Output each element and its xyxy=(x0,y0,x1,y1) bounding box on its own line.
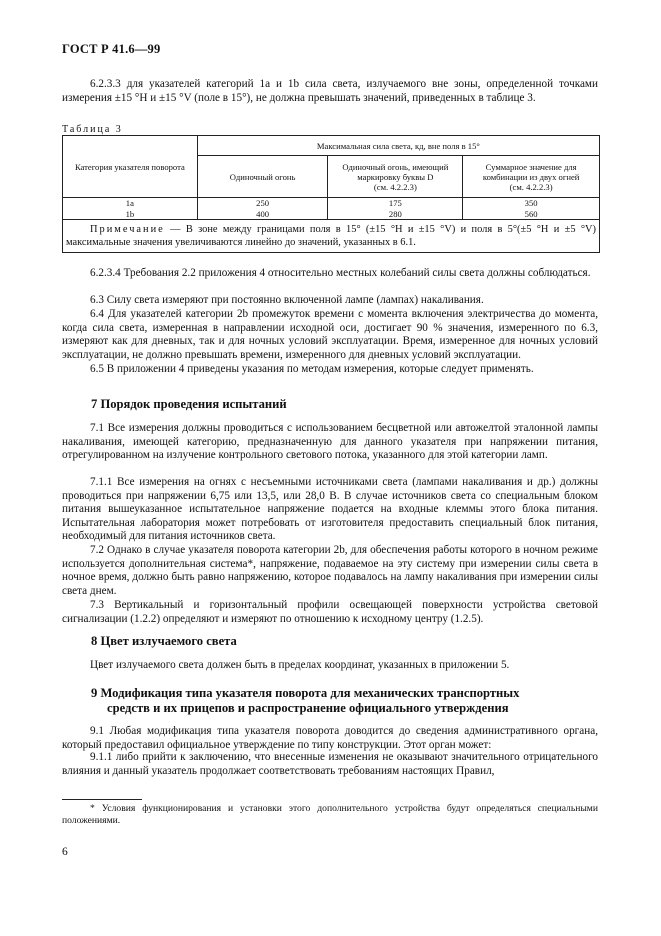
header-text: Суммарное значение для xyxy=(485,161,577,172)
table-caption: Таблица 3 xyxy=(62,124,123,135)
paragraph-6-2-3-3: 6.2.3.3 для указателей категорий 1а и 1b сила света, излучаемого вне зоны, определенной точками измерения ±15 °H и ±15 °V (поле в 15°), не должна превышать значений, приведенных в таблице 3. xyxy=(62,78,598,104)
paragraph-6-4: 6.4 Для указателей категории 2b промежуток времени с момента включения электричества до момента, когда сила света, измеренная в направлении исходной оси, достигает 90 % значения, измеренного по 6.3, измеряют как для дневных, так и для ночных условий эксплуатации. Время, измеренное для ночных условий эксплуатации, не должно превышать времени, измеренного для дневных условий эксплуатации. xyxy=(62,308,598,361)
note-text: — В зоне между границами поля в 15° (±15 °H и ±15 °V) и поля в 5°(±5 °H и ±5 °V) максимальные значения увеличиваются линейно до значений, указанных в 6.1. xyxy=(66,224,596,248)
header-text: маркировку буквы D xyxy=(357,171,434,182)
table-header-single: Одиночный огонь xyxy=(197,156,328,198)
note-label: Примечание xyxy=(90,224,165,235)
header-text: Одиночный огонь, имеющий xyxy=(342,161,449,172)
table-header-combined xyxy=(463,156,600,198)
paragraph-9-1: 9.1 Любая модификация типа указателя поворота доводится до сведения административного органа, который предоставил официальное утверждение по типу конструкции. Этот орган может: xyxy=(62,725,598,751)
table-cell: 350 xyxy=(463,198,600,209)
table-group-header: Максимальная сила света, кд, вне поля в 15° xyxy=(197,136,599,156)
footnote-divider xyxy=(62,799,142,800)
table-cell: 1a xyxy=(63,198,198,209)
table-3 xyxy=(62,135,600,253)
paragraph-7-3: 7.3 Вертикальный и горизонтальный профили освещающей поверхности устройства световой сигнализации (1.2.2) определяют и измеряют по отношению к исходному центру (1.2.5). xyxy=(62,599,598,625)
table-cell: 560 xyxy=(463,209,600,220)
paragraph-6-2-3-4: 6.2.3.4 Требования 2.2 приложения 4 относительно местных колебаний силы света должны соблюдаться. xyxy=(90,267,591,279)
table-row xyxy=(63,198,600,209)
table-cell: 400 xyxy=(197,209,328,220)
paragraph-7-2: 7.2 Однако в случае указателя поворота категории 2b, для обеспечения работы которого в ночном режиме используется дополнительная система*, напряжение, подаваемое на эту систему при измерении силы света в ночное время, должно быть равно напряжению, которое подавалось на лампу накаливания при измерении силы света днем. xyxy=(62,544,598,597)
section-9-heading xyxy=(91,686,519,716)
paragraph-6-5: 6.5 В приложении 4 приведены указания по методам измерения, которые следует применять. xyxy=(90,363,534,375)
header-text: (см. 4.2.2.3) xyxy=(373,181,417,192)
heading-line: средств и их прицепов и распространение официального утверждения xyxy=(107,701,509,715)
paragraph-8: Цвет излучаемого света должен быть в пределах координат, указанных в приложении 5. xyxy=(90,659,510,671)
footnote: * Условия функционирования и установки этого дополнительного устройства будут определяться специальными положениями. xyxy=(62,803,598,827)
page-number: 6 xyxy=(62,846,68,858)
paragraph-9-1-1: 9.1.1 либо прийти к заключению, что внесенные изменения не оказывают значительного отрицательного влияния и данный указатель продолжает соответствовать требованиям настоящих Правил, xyxy=(62,751,598,777)
section-8-heading: 8 Цвет излучаемого света xyxy=(91,634,237,648)
table-row xyxy=(63,209,600,220)
header-text: (см. 4.2.2.3) xyxy=(509,181,553,192)
table-cell: 280 xyxy=(328,209,463,220)
heading-line: 9 Модификация типа указателя поворота для механических транспортных xyxy=(91,686,520,700)
header-text: комбинации из двух огней xyxy=(482,171,580,182)
paragraph-7-1: 7.1 Все измерения должны проводиться с использованием бесцветной или автожелтой эталонной лампы накаливания, имеющей категорию, предназначенную для данного указателя при напряжении питания, отрегулированном на излучение контрольного светового потока, указанного для этой категории ламп. xyxy=(62,422,598,462)
paragraph-6-3: 6.3 Силу света измеряют при постоянно включенной лампе (лампах) накаливания. xyxy=(90,294,484,306)
table-note xyxy=(63,220,600,253)
paragraph-7-1-1: 7.1.1 Все измерения на огнях с несъемными источниками света (лампами накаливания и др.) должны проводиться при напряжении 6,75 или 13,5, или 28,0 В. В случае источников света со специальным блоком питания вышеуказанное испытательное напряжение подается на входные клеммы этого блока питания. Испытательная лаборатория может потребовать от изготовителя предоставить специальный блок питания, необходимый для питания источников света. xyxy=(62,476,598,543)
section-7-heading: 7 Порядок проведения испытаний xyxy=(91,397,287,411)
table-header-single-d xyxy=(328,156,463,198)
table-cell: 1b xyxy=(63,209,198,220)
table-cell: 175 xyxy=(328,198,463,209)
table-cell: 250 xyxy=(197,198,328,209)
standard-header: ГОСТ Р 41.6—99 xyxy=(62,42,161,56)
table-header-category: Категория указателя поворота xyxy=(63,136,198,198)
